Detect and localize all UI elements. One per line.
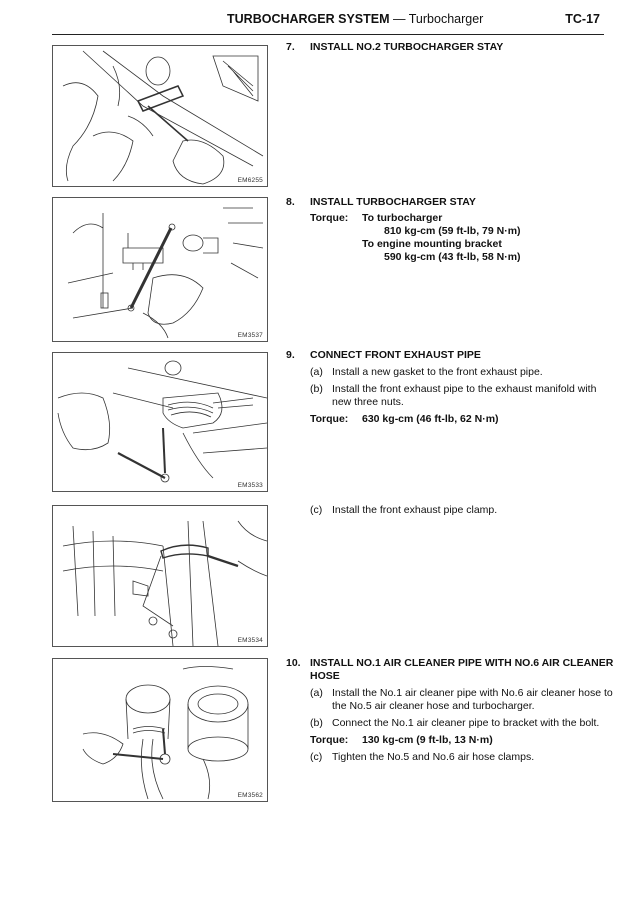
- torque-value-2: 590 kg-cm (43 ft-lb, 58 N·m): [384, 251, 521, 263]
- engine-illustration-icon: [53, 353, 267, 491]
- substep-label: (c): [310, 751, 323, 763]
- substep-label: (b): [310, 717, 323, 729]
- torque-value-1: 810 kg-cm (59 ft-lb, 79 N·m): [384, 225, 521, 237]
- header-title: [227, 12, 483, 26]
- figure-code: EM3562: [237, 792, 263, 799]
- substep-c: [310, 751, 616, 764]
- subsection-title: Turbocharger: [408, 12, 484, 26]
- substep-label: (c): [310, 504, 323, 516]
- figure-exhaust-pipe: [52, 352, 268, 492]
- substep-label: (a): [310, 687, 323, 699]
- torque-spec: [310, 212, 616, 264]
- step-10: [286, 657, 616, 764]
- torque-value: 130 kg-cm (9 ft-lb, 13 N·m): [362, 734, 493, 746]
- step-number: 8.: [286, 196, 295, 208]
- substep-text: Install the front exhaust pipe to the exhaust manifold with new three nuts.: [332, 383, 597, 408]
- substep-text: Install the front exhaust pipe clamp.: [332, 504, 498, 516]
- engine-illustration-icon: [53, 46, 267, 186]
- step-title: CONNECT FRONT EXHAUST PIPE: [310, 349, 481, 361]
- step-9-continued: [286, 504, 616, 517]
- torque-label: Torque:: [310, 734, 349, 746]
- title-separator: —: [393, 12, 406, 26]
- torque-target-1: To turbocharger: [362, 212, 443, 224]
- torque-value: 630 kg-cm (46 ft-lb, 62 N·m): [362, 413, 499, 425]
- step-title: INSTALL NO.2 TURBOCHARGER STAY: [310, 41, 504, 53]
- section-title: TURBOCHARGER SYSTEM: [227, 12, 390, 26]
- substep-b: [310, 717, 616, 730]
- substep-text: Tighten the No.5 and No.6 air hose clamps.: [332, 751, 535, 763]
- engine-illustration-icon: [53, 659, 267, 801]
- figure-code: EM6255: [237, 177, 263, 184]
- torque-label: Torque:: [310, 413, 349, 425]
- figure-code: EM3534: [237, 637, 263, 644]
- page-number: TC-17: [565, 12, 600, 26]
- figure-code: EM3537: [237, 332, 263, 339]
- step-number: 9.: [286, 349, 295, 361]
- substep-label: (b): [310, 383, 323, 395]
- step-title: INSTALL NO.1 AIR CLEANER PIPE WITH NO.6 AIR CLEANER HOSE: [310, 657, 614, 682]
- figure-exhaust-clamp: [52, 505, 268, 647]
- substep-a: [310, 687, 616, 713]
- engine-illustration-icon: [53, 198, 267, 341]
- page-header: [52, 12, 604, 35]
- step-9: [286, 349, 616, 426]
- engine-illustration-icon: [53, 506, 267, 646]
- torque-target-2: To engine mounting bracket: [362, 238, 502, 250]
- substep-b: [310, 383, 616, 409]
- figure-turbo-stay: [52, 197, 268, 342]
- substep-text: Install the No.1 air cleaner pipe with No.6 air cleaner hose to the No.5 air cleaner hose and turbocharger.: [332, 687, 613, 712]
- figure-no2-stay: [52, 45, 268, 187]
- substep-text: Install a new gasket to the front exhaust pipe.: [332, 366, 543, 378]
- step-8: [286, 196, 616, 264]
- torque-label: Torque:: [310, 212, 349, 224]
- torque-spec: [310, 413, 616, 426]
- substep-label: (a): [310, 366, 323, 378]
- step-number: 7.: [286, 41, 295, 53]
- torque-spec: [310, 734, 616, 747]
- figure-code: EM3533: [237, 482, 263, 489]
- substep-c: [310, 504, 616, 517]
- step-title: INSTALL TURBOCHARGER STAY: [310, 196, 476, 208]
- substep-a: [310, 366, 616, 379]
- step-number: 10.: [286, 657, 301, 669]
- substep-text: Connect the No.1 air cleaner pipe to bracket with the bolt.: [332, 717, 600, 729]
- step-7: [286, 41, 616, 54]
- figure-air-cleaner-pipe: [52, 658, 268, 802]
